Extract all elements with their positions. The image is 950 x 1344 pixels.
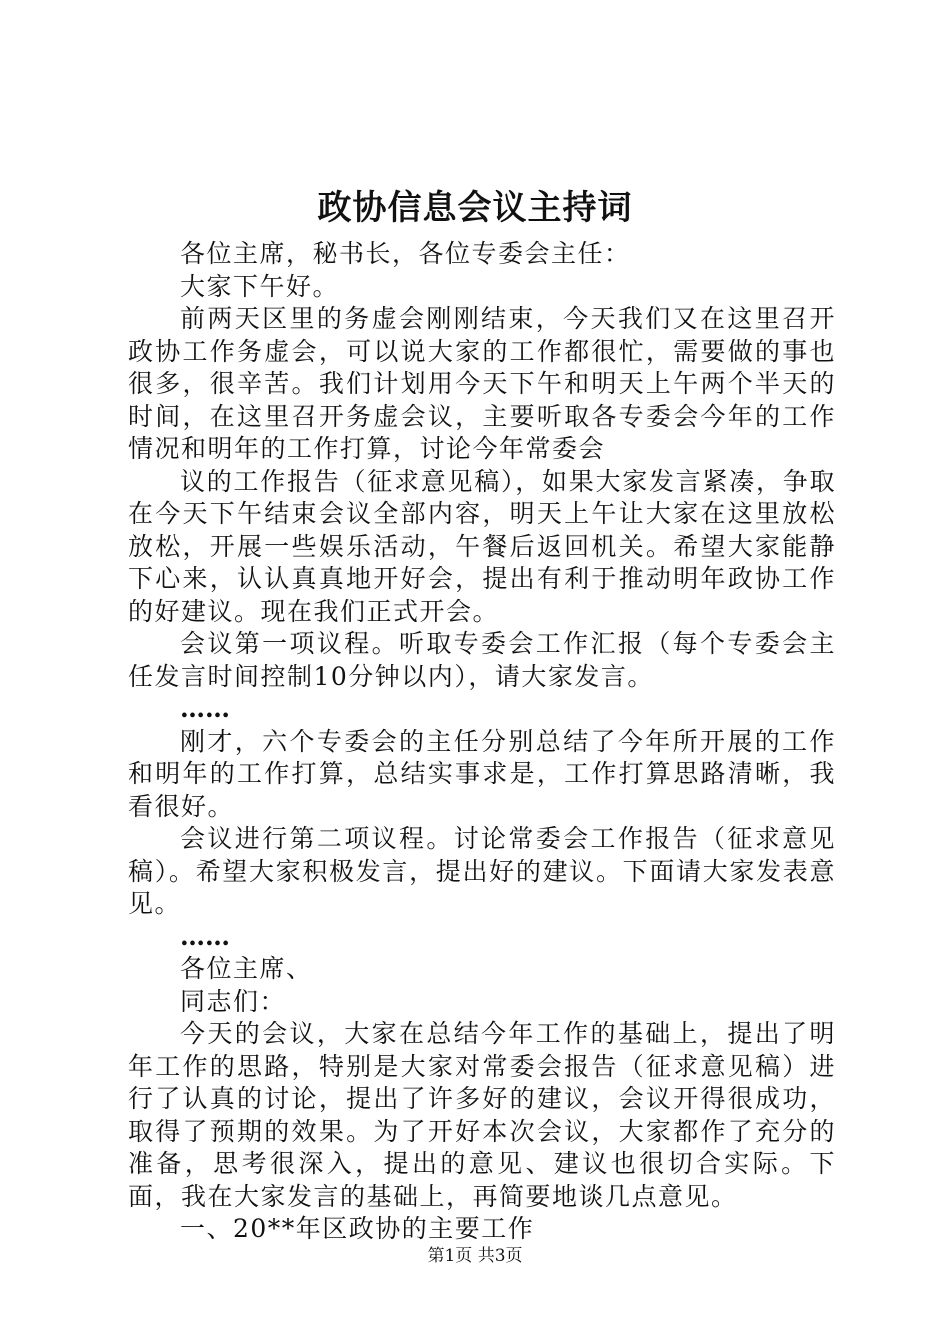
paragraph-agenda-intro: 议的工作报告（征求意见稿），如果大家发言紧凑，争取在今天下午结束会议全部内容，明天上午让大家在这里放松放松，开展一些娱乐活动，午餐后返回机关。希望大家能静下心来，认认真真地开好会，提出有利于推动明年政协工作的好建议。现在我们正式开会。 [128, 466, 836, 626]
paragraph-address-chairs: 各位主席、 [180, 954, 313, 983]
paragraph-agenda-item-1: 会议第一项议程。听取专委会工作汇报（每个专委会主任发言时间控制10分钟以内），请大家发言。 [128, 629, 836, 691]
paragraph-opening: 前两天区里的务虚会刚刚结束，今天我们又在这里召开政协工作务虚会，可以说大家的工作都很忙，需要做的事也很多，很辛苦。我们计划用今天下午和明天上午两个半天的时间，在这里召开务虚会议，主要听取各专委会今年的工作情况和明年的工作打算，讨论今年常委会 [128, 304, 836, 463]
document-body [128, 238, 836, 1246]
paragraph-ellipsis: …… [180, 694, 230, 723]
paragraph-section-heading: 一、20**年区政协的主要工作 [180, 1214, 535, 1243]
paragraph-agenda-item-2: 会议进行第二项议程。讨论常委会工作报告（征求意见稿）。希望大家积极发言，提出好的建议。下面请大家发表意见。 [128, 824, 836, 918]
paragraph-closing: 今天的会议，大家在总结今年工作的基础上，提出了明年工作的思路，特别是大家对常委会报告（征求意见稿）进行了认真的讨论，提出了许多好的建议，会议开得很成功，取得了预期的效果。为了开好本次会议，大家都作了充分的准备，思考很深入，提出的意见、建议也很切合实际。下面，我在大家发言的基础上，再简要地谈几点意见。 [128, 1019, 836, 1211]
paragraph-summary: 刚才，六个专委会的主任分别总结了今年所开展的工作和明年的工作打算，总结实事求是，工作打算思路清晰，我看很好。 [128, 726, 836, 821]
document-title: 政协信息会议主持词 [317, 188, 633, 228]
page-footer: 第1页 共3页 [427, 1246, 523, 1266]
paragraph-address-comrades: 同志们： [180, 986, 287, 1016]
paragraph-greeting: 大家下午好。 [180, 271, 340, 301]
paragraph-salutation: 各位主席，秘书长，各位专委会主任： [180, 239, 631, 268]
paragraph-ellipsis: …… [180, 921, 230, 951]
